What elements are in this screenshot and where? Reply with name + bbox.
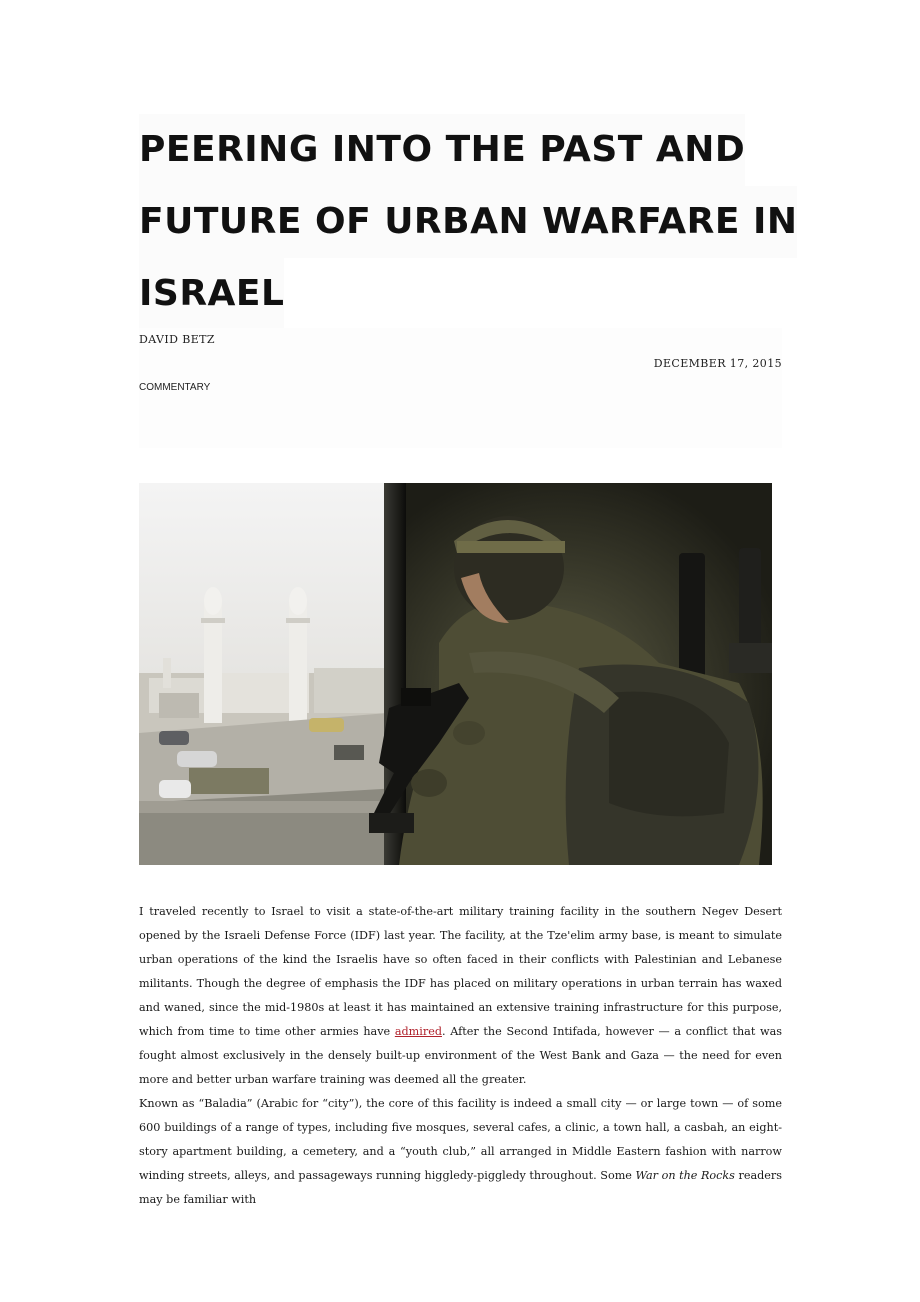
paragraph-1-text-after-link: . After the Second Intifada, however — a conflict that was fought almost exclusively in the densely built-up environment of the West Bank and Gaza — the need for even more and better urban warfare training was deemed all the greater. xyxy=(139,1025,782,1086)
article-title xyxy=(139,114,797,330)
category-label[interactable]: COMMENTARY xyxy=(139,382,211,393)
article-meta xyxy=(139,328,782,448)
paragraph-2 xyxy=(139,1092,782,1212)
author-name[interactable]: DAVID BETZ xyxy=(139,333,215,346)
title-line-1: PEERING INTO THE PAST AND xyxy=(139,114,745,186)
title-line-3: ISRAEL xyxy=(139,258,284,330)
soldier-overlooking-training-town-photo xyxy=(139,483,772,865)
publication-name: War on the Rocks xyxy=(635,1169,735,1182)
article-body xyxy=(139,900,782,1212)
paragraph-1-text-before-link: I traveled recently to Israel to visit a state-of-the-art military training facility in the southern Negev Desert opened by the Israeli Defense Force (IDF) last year. The facility, at the Tze'elim army base, is meant to simulate urban operations of the kind the Israelis have so often faced in their conflicts with Palestinian and Lebanese militants. Though the degree of emphasis the IDF has placed on military operations in urban terrain has waxed and waned, since the mid-1980s at least it has maintained an extensive training infrastructure for this purpose, which from time to time other armies have xyxy=(139,905,782,1038)
admired-link[interactable]: admired xyxy=(394,1025,442,1038)
paragraph-2-text-after-italic: readers may be familiar with xyxy=(139,1169,782,1206)
paragraph-2-text-before-italic: Known as “Baladia” (Arabic for “city”), the core of this facility is indeed a small city — or large town — of some 600 buildings of a range of types, including five mosques, several cafes, a clinic, a town hall, a casbah, an eight-story apartment building, a cemetery, and a “youth club,” all arranged in Middle Eastern fashion with narrow winding streets, alleys, and passageways running higgledy-piggledy throughout. Some xyxy=(139,1097,782,1182)
title-line-2: FUTURE OF URBAN WARFARE IN xyxy=(139,186,797,258)
publish-date: DECEMBER 17, 2015 xyxy=(653,357,782,370)
paragraph-1 xyxy=(139,900,782,1092)
